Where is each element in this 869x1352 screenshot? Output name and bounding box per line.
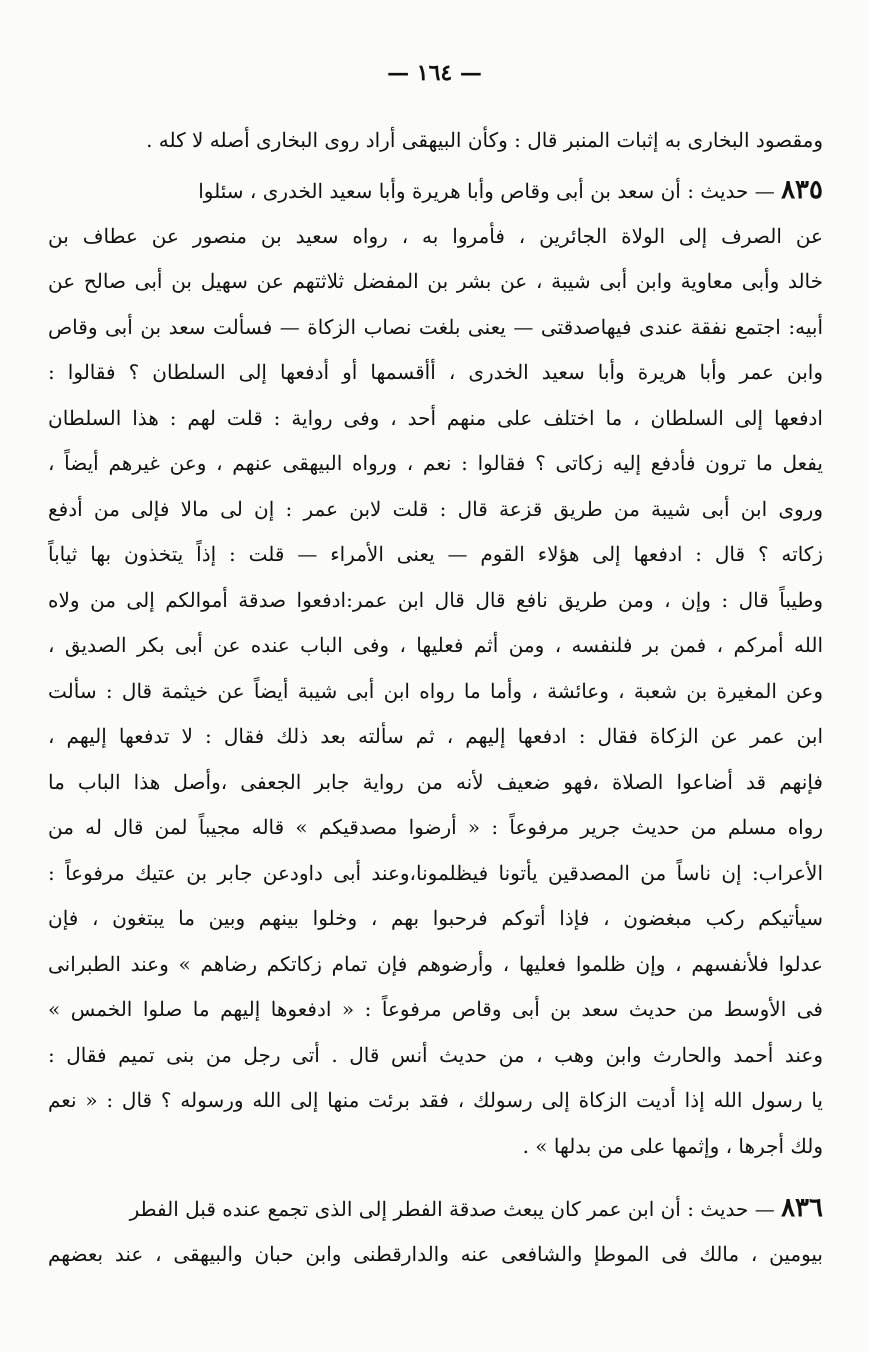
text-line: وروى ابن أبى شيبة من طريق قزعة قال : قلت لابن عمر : إن لى مالا فإلى من أدفع bbox=[48, 496, 823, 521]
text-line: ولك أجرها ، وإثمها على من بدلها » . bbox=[522, 1133, 823, 1158]
text-line: وطيباً قال : وإن ، ومن طريق نافع قال قال ابن عمر:ادفعوا صدقة أموالكم إلى من ولاه bbox=[48, 587, 823, 612]
text-line: وابن عمر وأبا هريرة وأبا سعيد الخدرى ، أأقسمها أو أدفعها إلى السلطان ؟ فقالوا : bbox=[48, 360, 823, 384]
hadith-number: ٨٣٥ bbox=[781, 175, 823, 205]
text-line: بيومين ، مالك فى الموطإ والشافعى عنه والدارقطنى وابن حبان والبيهقى ، عند بعضهم bbox=[48, 1241, 823, 1266]
text-line: الأعراب: إن ناساً من المصدقين يأتونا فيظلمونا،وعند أبى داودعن جابر بن عتيك مرفوعاً : bbox=[48, 860, 823, 885]
hadith-first-line-text: — حديث : أن ابن عمر كان يبعث صدقة الفطر إلى الذى تجمع عنده قبل الفطر bbox=[129, 1197, 782, 1221]
text-line: فإنهم قد أضاعوا الصلاة ،فهو ضعيف لأنه من رواية جابر الجعفى ،وأصل هذا الباب ما bbox=[48, 769, 823, 794]
text-line: أبيه: اجتمع نفقة عندى فيهاصدقتى — يعنى بلغت نصاب الزكاة — فسألت سعد بن أبى وقاص bbox=[48, 314, 823, 339]
text-line: عدلوا فلأنفسهم ، وإن ظلموا فعليها ، وأرضوهم فإن تمام زكاتكم رضاهم » وعند الطبرانى bbox=[48, 951, 823, 976]
hadith-number: ٨٣٦ bbox=[781, 1193, 823, 1223]
text-line: وعند أحمد والحارث وابن وهب ، من حديث أنس قال . أتى رجل من بنى تميم فقال : bbox=[48, 1042, 823, 1067]
text-line: خالد وأبى معاوية وابن أبى شيبة ، عن بشر بن المفضل ثلاثتهم عن سهيل بن أبى صالح عن bbox=[48, 269, 823, 293]
hadith-first-line-text: — حديث : أن سعد بن أبى وقاص وأبا هريرة وأبا سعيد الخدرى ، سئلوا bbox=[198, 179, 782, 203]
text-line: عن الصرف إلى الولاة الجائرين ، فأمروا به ، رواه سعيد بن منصور عن عطاف بن bbox=[48, 223, 823, 248]
intro-paragraph bbox=[48, 118, 823, 164]
text-line: رواه مسلم من حديث جرير مرفوعاً : « أرضوا مصدقيكم » قاله مجيباً لمن قال له من bbox=[48, 815, 823, 839]
text-line: ادفعها إلى السلطان ، ما اختلف على منهم أحد ، وفى رواية : قلت لهم : هذا السلطان bbox=[48, 405, 823, 430]
text-line: فى الأوسط من حديث سعد بن أبى وقاص مرفوعاً : « ادفعوها إليهم ما صلوا الخمس » bbox=[48, 997, 823, 1021]
hadith-first-line bbox=[48, 168, 823, 214]
text-line: زكاته ؟ قال : ادفعها إلى هؤلاء القوم — يعنى الأمراء — قلت : إذاً يتخذون بها ثياباً bbox=[48, 542, 823, 566]
text-line: الله أمركم ، فمن بر فلنفسه ، ومن أثم فعليها ، وفى الباب عنده عن أبى بكر الصديق ، bbox=[48, 633, 823, 657]
hadith-first-line bbox=[48, 1186, 823, 1232]
text-line: يا رسول الله إذا أديت الزكاة إلى رسولك ، فقد برئت منها إلى الله ورسوله ؟ قال : « نعم bbox=[48, 1088, 823, 1112]
hadith-836-paragraph bbox=[48, 1186, 823, 1277]
text-line: ابن عمر عن الزكاة فقال : ادفعها إليهم ، ثم سألته بعد ذلك فقال : لا تدفعها إليهم ، bbox=[48, 724, 823, 748]
text-line: وعن المغيرة بن شعبة ، وعائشة ، وأما ما رواه ابن أبى شيبة أيضاً عن خيثمة قال : سألت bbox=[48, 678, 823, 703]
text-line: يفعل ما ترون فأدفع إليه زكاتى ؟ فقالوا : نعم ، ورواه البيهقى عنهم ، وعن غيرهم أيضاً ، bbox=[48, 451, 823, 475]
text-line: ومقصود البخارى به إثبات المنبر قال : وكأن البيهقى أراد روى البخارى أصله لا كله . bbox=[146, 128, 823, 152]
page-number: — ١٦٤ — bbox=[387, 60, 482, 86]
text-line: سيأتيكم ركب مبغضون ، فإذا أتوكم فرحبوا بهم ، وخلوا بينهم وبين ما يبتغون ، فإن bbox=[48, 906, 823, 930]
hadith-835-paragraph bbox=[48, 168, 823, 1169]
